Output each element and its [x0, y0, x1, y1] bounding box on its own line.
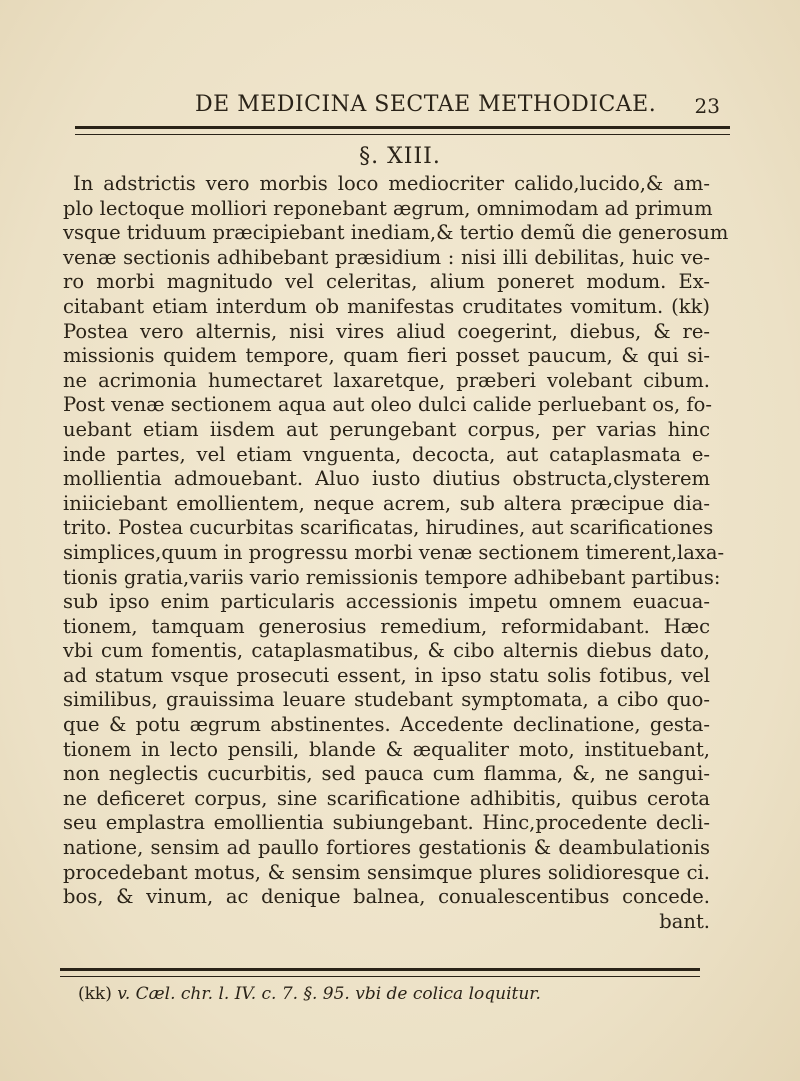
text-line: non neglectis cucurbitis, sed pauca cum flamma, &, ne sangui- — [63, 762, 710, 786]
text-line: bant. — [659, 909, 710, 933]
text-line: In adstrictis vero morbis loco mediocriter calido,lucido,& am- — [73, 172, 710, 195]
text-line: tionem, tamquam generosius remedium, reformidabant. Hæc — [63, 614, 710, 638]
footnote — [78, 984, 718, 1004]
page-number: 23 — [694, 94, 720, 118]
text-line: tionem in lecto pensili, blande & æqualiter moto, instituebant, — [63, 737, 710, 761]
text-line: tionis gratia,variis vario remissionis tempore adhibebant partibus: — [63, 565, 721, 589]
footnote-marker: (kk) — [78, 984, 112, 1004]
page-header — [60, 92, 720, 122]
text-line: seu emplastra emollientia subiungebant. Hinc,procedente decli- — [63, 811, 710, 835]
text-line: venæ sectionis adhibebant præsidium : nisi illi debilitas, huic ve- — [63, 245, 710, 269]
text-line: similibus, grauissima leuare studebant symptomata, a cibo quo- — [63, 688, 710, 712]
text-line: trito. Postea cucurbitas scarificatas, hirudines, aut scarificationes — [63, 516, 714, 540]
text-line: citabant etiam interdum ob manifestas cruditates vomitum. (kk) — [63, 294, 710, 318]
text-line: Postea vero alternis, nisi vires aliud coegerint, diebus, & re- — [63, 319, 710, 343]
text-line: iniiciebant emollientem, neque acrem, sub altera præcipue dia- — [63, 491, 710, 515]
text-line: que & potu ægrum abstinentes. Accedente declinatione, gesta- — [63, 713, 710, 737]
text-line: uebant etiam iisdem aut perungebant corpus, per varias hinc — [63, 417, 710, 441]
text-line: sub ipso enim particularis accessionis impetu omnem euacua- — [63, 590, 710, 614]
text-line: Post venæ sectionem aqua aut oleo dulci calide perluebant os, fo- — [63, 393, 712, 417]
text-line: vbi cum fomentis, cataplasmatibus, & cibo alternis diebus dato, — [63, 639, 710, 663]
text-line: simplices,quum in progressu morbi venæ sectionem timerent,laxa- — [63, 540, 725, 564]
text-line: bos, & vinum, ac denique balnea, conualescentibus concede. — [63, 885, 710, 909]
section-heading: §. XIII. — [359, 144, 441, 169]
text-line: vsque triduum præcipiebant inediam,& tertio demũ die generosum — [63, 221, 729, 245]
text-line: inde partes, vel etiam vnguenta, decocta, aut cataplasmata e- — [63, 442, 710, 466]
text-line: ad statum vsque prosecuti essent, in ipso statu solis fotibus, vel — [63, 663, 710, 687]
text-line: procedebant motus, & sensim sensimque plures solidioresque ci. — [63, 860, 710, 884]
footnote-rule — [60, 968, 700, 977]
header-rule — [75, 126, 730, 135]
running-title: DE MEDICINA SECTAE METHODICAE. — [195, 92, 657, 117]
text-line: missionis quidem tempore, quam fieri posset paucum, & qui si- — [63, 344, 710, 368]
text-line: ro morbi magnitudo vel celeritas, alium poneret modum. Ex- — [63, 270, 710, 294]
text-line: ne acrimonia humectaret laxaretque, præberi volebant cibum. — [63, 368, 710, 392]
text-line: ne deficeret corpus, sine scarificatione adhibitis, quibus cerota — [63, 786, 710, 810]
text-line: plo lectoque molliori reponebant ægrum, omnimodam ad primum — [63, 196, 713, 220]
text-line: natione, sensim ad paullo fortiores gestationis & deambulationis — [63, 836, 710, 860]
footnote-text: v. Cæl. chr. l. IV. c. 7. §. 95. vbi de colica loquitur. — [117, 984, 541, 1004]
body-text — [63, 172, 729, 934]
text-line: mollientia admouebant. Aluo iusto diutius obstructa,clysterem — [63, 467, 710, 491]
